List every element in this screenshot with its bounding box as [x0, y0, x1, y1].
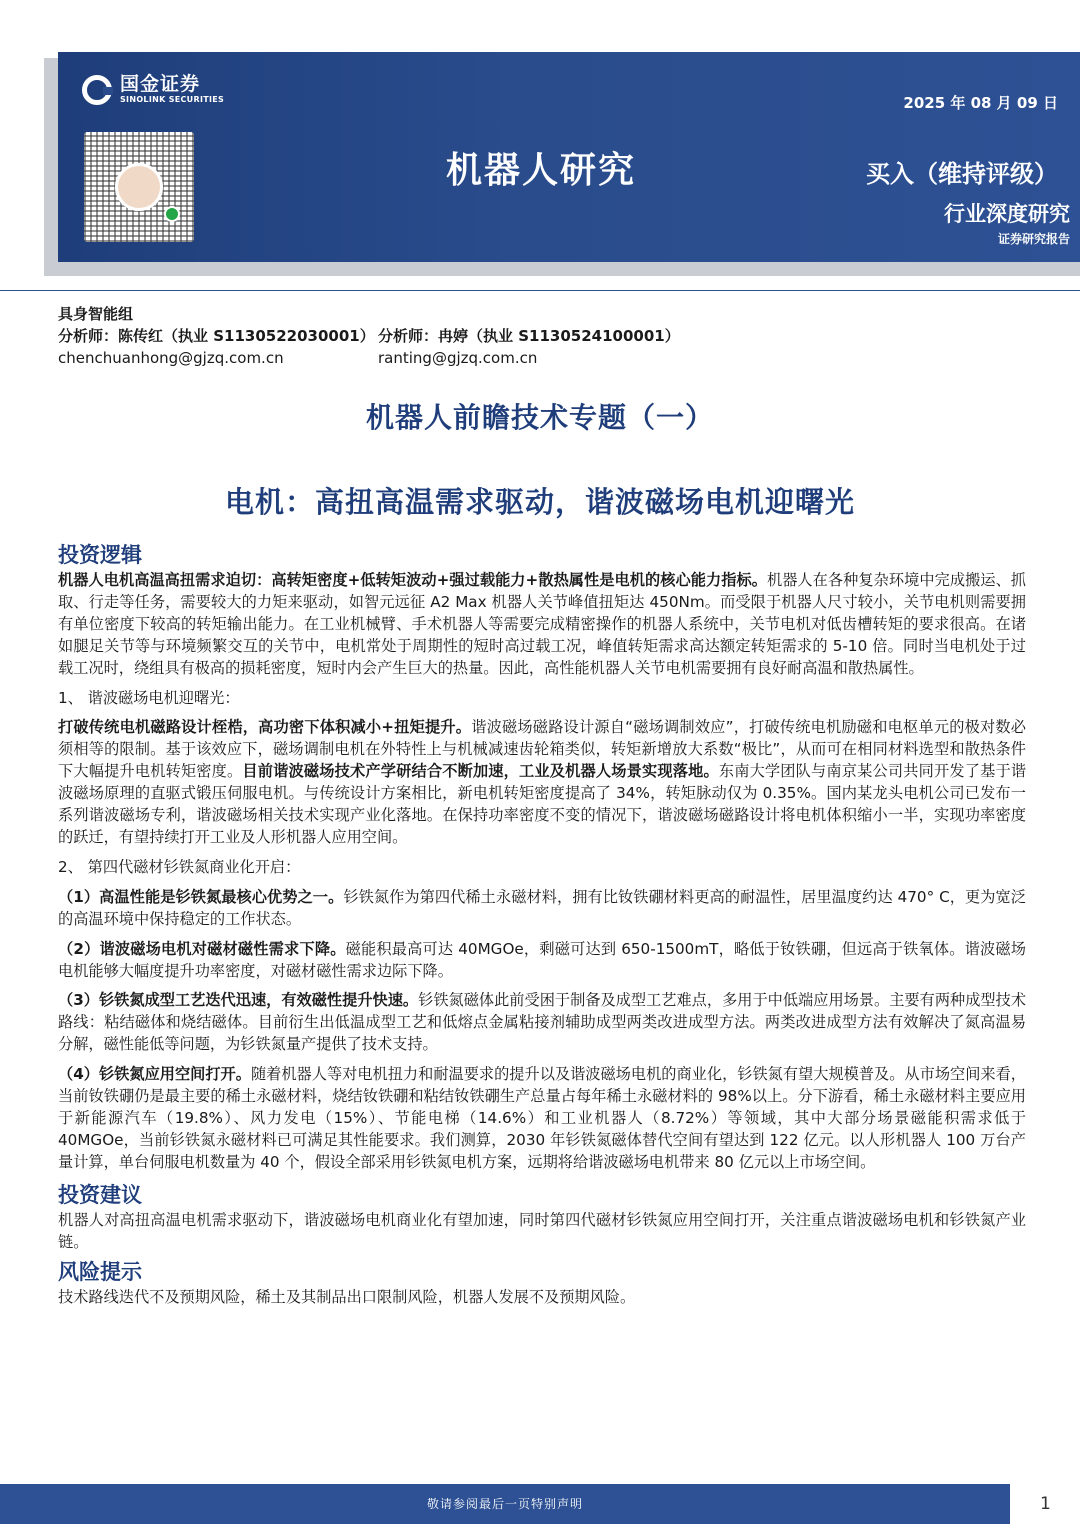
report-date: 2025 年 08 月 09 日 [903, 94, 1058, 112]
sub1-paragraph [58, 887, 1026, 931]
sub2-paragraph [58, 939, 1026, 983]
header-banner [58, 52, 1080, 262]
report-type: 行业深度研究 [944, 202, 1070, 226]
footer-notice: 敬请参阅最后一页特别声明 [0, 1484, 1010, 1524]
sub3-lead: （3）钐铁氮成型工艺迭代迅速，有效磁性提升快速。 [58, 991, 419, 1010]
advice-heading: 投资建议 [58, 1182, 142, 1207]
research-group: 具身智能组 [58, 305, 134, 323]
sub4-text: 随着机器人等对电机扭力和耐温要求的提升以及谐波磁场电机的商业化，钐铁氮有望大规模普及。从市场空间来看，当前钕铁硼仍是最主要的稀土永磁材料，烧结钕铁硼和粘结钕铁硼生产总量占每年稀土永磁材料的 98%以上。分下游看，稀土永磁材料主要应用于新能源汽车（19.8%）、风力发电（15%）、节能电梯（14.6%）和工业机器人（8.72%）等领域，其中大部分场景磁能积需求低于 40MGOe，当前钐铁氮永磁材料已可满足其性能要求。我们测算，2030 年钐铁氮磁体替代空间有望达到 122 亿元。以人形机器人 100 万台产量计算，单台伺服电机数量为 40 个，假设全部采用钐铁氮电机方案，远期将给谐波磁场电机带来 80 亿元以上市场空间。 [58, 1065, 1026, 1171]
report-body [58, 540, 1026, 1309]
sub4-lead: （4）钐铁氮应用空间打开。 [58, 1065, 251, 1084]
company-logo [82, 74, 224, 105]
item1-lead-2: 目前谐波磁场技术产学研结合不断加速，工业及机器人场景实现落地。 [242, 762, 719, 781]
page-number: 1 [1040, 1494, 1051, 1514]
logic-paragraph [58, 570, 1026, 680]
sub1-text: 钐铁氮作为第四代稀土永磁材料，拥有比钕铁硼材料更高的耐温性，居里温度约达 470° C，更为宽泛的高温环境中保持稳定的工作状态。 [58, 887, 1026, 928]
advice-text: 机器人对高扭高温电机需求驱动下，谐波磁场电机商业化有望加速，同时第四代磁材钐铁氮应用空间打开，关注重点谐波磁场电机和钐铁氮产业链。 [58, 1210, 1026, 1251]
logic-heading: 投资逻辑 [58, 543, 142, 567]
risk-heading: 风险提示 [58, 1260, 142, 1285]
qr-code [84, 132, 194, 242]
item1-text-b: 东南大学团队与南京某公司共同开发了基于谐波磁场原理的直驱式锻压伺服电机。与传统设计方案相比，新电机转矩密度提高了 34%，转矩脉动仅为 0.35%。国内某龙头电机公司已发布一系列谐波磁场专利，谐波磁场相关技术实现产业化落地。在保持功率密度不变的情况下，谐波磁场磁路设计将电机体积缩小一半，实现功率密度的跃迁，有望持续打开工业及人形机器人应用空间。 [58, 762, 1027, 846]
sub2-lead: （2）谐波磁场电机对磁材磁性需求下降。 [58, 939, 346, 958]
analyst-2-email[interactable]: ranting@gjzq.com.cn [378, 349, 538, 367]
sub2-text: 磁能积最高可达 40MGOe，剩磁可达到 650-1500mT，略低于钕铁硼，但远高于铁氧体。谐波磁场电机能够大幅度提升功率密度，对磁材磁性需求边际下降。 [58, 939, 1026, 980]
logo-icon [82, 75, 112, 105]
rating: 买入（维持评级） [866, 160, 1058, 188]
analyst-block [58, 303, 680, 369]
item2-title: 2、 第四代磁材钐铁氮商业化开启： [58, 857, 301, 876]
item1-text-a: 谐波磁场磁路设计源自“磁场调制效应”，打破传统电机励磁和电枢单元的极对数必须相等的限制。基于该效应下，磁场调制电机在外特性上与机械减速齿轮箱类似，转矩新增放大系数“极比”，从而可在相同材料选型和散热条件下大幅提升电机转矩密度。 [58, 718, 1026, 781]
logic-lead: 机器人电机高温高扭需求迫切：高转矩密度+低转矩波动+强过载能力+散热属性是电机的核心能力指标。 [58, 571, 767, 589]
item1-lead: 打破传统电机磁路设计桎梏，高功密下体积减小+扭矩提升。 [58, 718, 472, 737]
item1-paragraph [58, 717, 1026, 848]
report-title: 机器人前瞻技术专题（一） [365, 401, 714, 434]
analyst-1-email[interactable]: chenchuanhong@gjzq.com.cn [58, 349, 284, 367]
qr-badge-icon [164, 206, 180, 222]
logic-text: 机器人在各种复杂环境中完成搬运、抓取、行走等任务，需要较大的力矩来驱动，如智元远征 A2 Max 机器人关节峰值扭矩达 450Nm。而受限于机器人尺寸较小，关节电机则需要拥有单位密度下较高的转矩输出能力。在工业机械臂、手术机器人等需要完成精密操作的机器人系统中，关节电机对低齿槽转矩的要求很高。在诸如腿足关节等与环境频繁交互的关节中，电机常处于周期性的短时高过载工况，峰值转矩需求高达额定转矩需求的 5-10 倍。同时当电机处于过载工况时，绕组具有极高的损耗密度，短时内会产生巨大的热量。因此，高性能机器人关节电机需要拥有良好耐高温和散热属性。 [58, 571, 1026, 677]
sub1-lead: （1）高温性能是钐铁氮最核心优势之一。 [58, 887, 344, 906]
item1-title: 1、 谐波磁场电机迎曙光： [58, 688, 240, 707]
qr-center-logo [115, 163, 163, 211]
risk-text: 技术路线迭代不及预期风险，稀土及其制品出口限制风险，机器人发展不及预期风险。 [58, 1288, 636, 1307]
logo-name-cn: 国金证券 [120, 73, 201, 95]
header-divider [0, 290, 1080, 291]
report-subtype: 证券研究报告 [997, 232, 1070, 246]
report-subtitle: 电机：高扭高温需求驱动，谐波磁场电机迎曙光 [224, 485, 855, 519]
sub4-paragraph [58, 1064, 1026, 1174]
logo-name-en: SINOLINK SECURITIES [120, 95, 225, 104]
analyst-2: 分析师：冉婷（执业 S1130524100001） [378, 327, 680, 345]
sub3-paragraph [58, 990, 1026, 1056]
analyst-1: 分析师：陈传红（执业 S1130522030001） [58, 327, 375, 345]
banner-title: 机器人研究 [446, 150, 637, 191]
sub3-text: 钐铁氮磁体此前受困于制备及成型工艺难点，多用于中低端应用场景。主要有两种成型技术路线：粘结磁体和烧结磁体。目前衍生出低温成型工艺和低熔点金属粘接剂辅助成型两类改进成型方法。两类改进成型方法有效解决了氮高温易分解，磁性能低等问题，为钐铁氮量产提供了技术支持。 [58, 991, 1027, 1054]
